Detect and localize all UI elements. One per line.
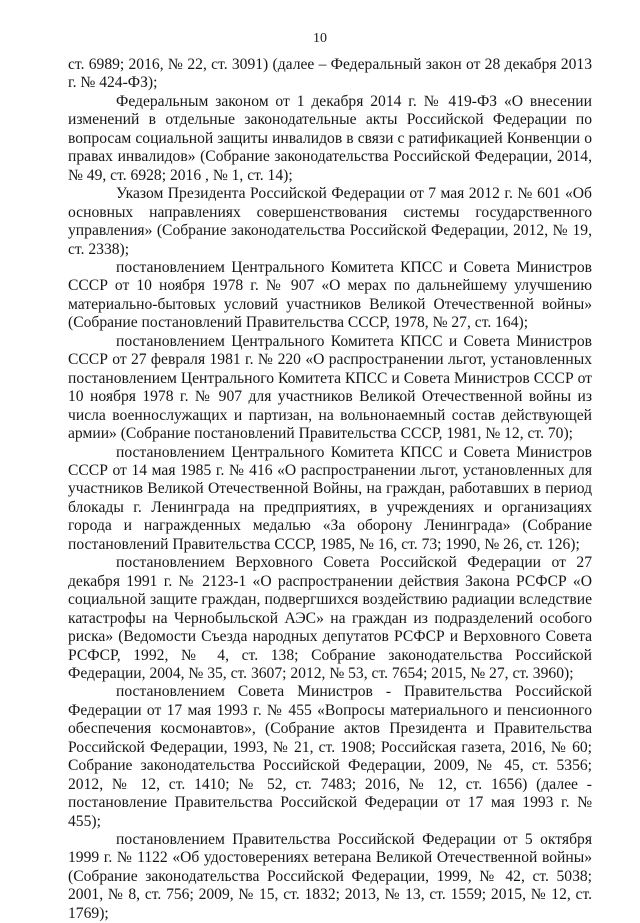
paragraph-resolution-220: постановлением Центрального Комитета КПСС и Совета Министров СССР от 27 февраля 1981 г. № 220 «О распространении льгот, установленных постановлением Центрального Комитета КПСС и Совета Министров СССР от 10 ноября 1978 г. № 907 для участников Великой Отечественной войны из числа военнослужащих и партизан, на вольнонаемный состав действующей армии» (Собрание постановлений Правительства СССР, 1981, № 12, ст. 70);: [68, 332, 592, 443]
document-body: [68, 56, 592, 923]
paragraph-resolution-1122: постановлением Правительства Российской Федерации от 5 октября 1999 г. № 1122 «Об удостоверениях ветерана Великой Отечественной войны» (Собрание законодательства Российской Федерации, 1999, № 42, ст. 5038; 2001, № 8, ст. 756; 2009, № 15, ст. 1832; 2013, № 13, ст. 1559; 2015, № 12, ст. 1769);: [68, 831, 592, 922]
paragraph-resolution-907: постановлением Центрального Комитета КПСС и Совета Министров СССР от 10 ноября 1978 г. № 907 «О мерах по дальнейшему улучшению материально-бытовых условий участников Великой Отечественной войны» (Собрание постановлений Правительства СССР, 1978, № 27, ст. 164);: [68, 258, 592, 332]
paragraph-federal-law-419: Федеральным законом от 1 декабря 2014 г. № 419-ФЗ «О внесении изменений в отдельные законодательные акты Российской Федерации по вопросам социальной защиты инвалидов в связи с ратификацией Конвенции о правах инвалидов» (Собрание законодательства Российской Федерации, 2014, № 49, ст. 6928; 2016 , № 1, ст. 14);: [68, 92, 592, 184]
paragraph-presidential-decree-601: Указом Президента Российской Федерации от 7 мая 2012 г. № 601 «Об основных направлениях совершенствования системы государственного управления» (Собрание законодательства Российской Федерации, 2012, № 19, ст. 2338);: [68, 185, 592, 258]
paragraph-continuation: ст. 6989; 2016, № 22, ст. 3091) (далее – Федеральный закон от 28 декабря 2013 г. № 424-ФЗ);: [68, 56, 592, 92]
paragraph-resolution-2123-1: постановлением Верховного Совета Российской Федерации от 27 декабря 1991 г. № 2123-1 «О распространении действия Закона РСФСР «О социальной защите граждан, подвергшихся воздействию радиации вследствие катастрофы на Чернобыльской АЭС» на граждан из подразделений особого риска» (Ведомости Съезда народных депутатов РСФСР и Верховного Совета РСФСР, 1992, № 4, ст. 138; Собрание законодательства Российской Федерации, 2004, № 35, ст. 3607; 2012, № 53, ст. 7654; 2015, № 27, ст. 3960);: [68, 554, 592, 682]
paragraph-resolution-416: постановлением Центрального Комитета КПСС и Совета Министров СССР от 14 мая 1985 г. № 416 «О распространении льгот, установленных для участников Великой Отечественной Войны, на граждан, работавших в период блокады г. Ленинграда на предприятиях, в учреждениях и организациях города и награжденных медалью «За оборону Ленинграда» (Собрание постановлений Правительства СССР, 1985, № 16, ст. 73; 1990, № 26, ст. 126);: [68, 443, 592, 553]
paragraph-resolution-455: постановлением Совета Министров - Правительства Российской Федерации от 17 мая 1993 г. № 455 «Вопросы материального и пенсионного обеспечения космонавтов», (Собрание актов Президента и Правительства Российской Федерации, 1993, № 21, ст. 1908; Российская газета, 2016, № 60; Собрание законодательства Российской Федерации, 2009, № 45, ст. 5356; 2012, № 12, ст. 1410; № 52, ст. 7483; 2016, № 12, ст. 1656) (далее - постановление Правительства Российской Федерации от 17 мая 1993 г. № 455);: [68, 683, 592, 830]
page-number: 10: [313, 31, 327, 46]
